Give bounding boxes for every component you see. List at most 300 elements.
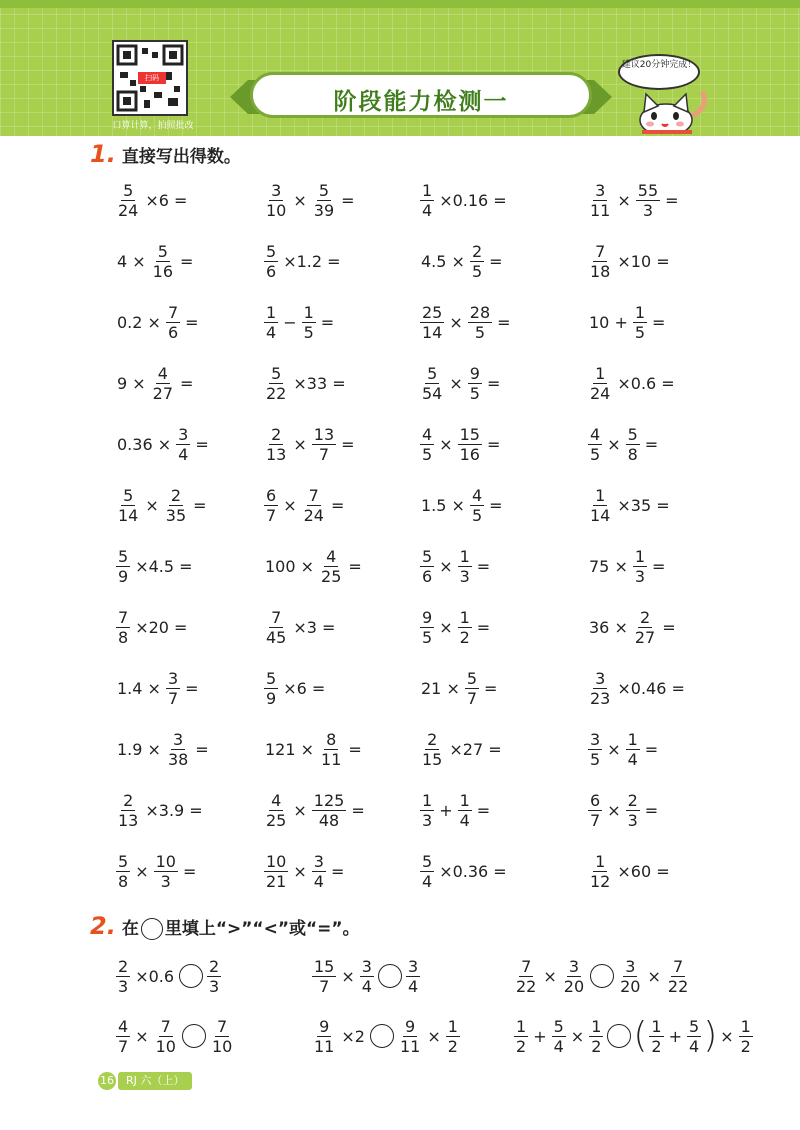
denominator: 5 (303, 322, 314, 342)
qr-red-tag: 扫码 (138, 72, 166, 84)
qr-caption: 口算计算，拍照批改 (112, 121, 194, 131)
denominator: 2 (740, 1036, 751, 1056)
fraction (626, 425, 640, 464)
operator-text: × (427, 1026, 441, 1046)
denominator: 3 (118, 976, 129, 996)
denominator: 4 (178, 444, 189, 464)
denominator: 4 (422, 871, 433, 891)
answer-circle[interactable] (179, 964, 203, 988)
numerator: 7 (308, 485, 319, 505)
operator-text: 1.5 × (421, 495, 465, 515)
problem (418, 298, 514, 346)
numerator: 3 (590, 729, 601, 749)
operator-text: + (668, 1026, 683, 1046)
numerator: 1 (459, 790, 470, 810)
fraction (514, 1017, 528, 1056)
fraction (116, 791, 140, 830)
denominator: 5 (469, 383, 480, 403)
denominator: 14 (590, 505, 611, 525)
problem (262, 786, 368, 834)
fraction (164, 486, 188, 525)
answer-circle[interactable] (590, 964, 614, 988)
problem (262, 847, 347, 895)
denominator: 24 (118, 200, 139, 220)
operator-text: = (180, 373, 194, 393)
fraction (319, 730, 343, 769)
operator-text: + (533, 1026, 547, 1046)
speech-bubble: 建议20分钟完成！ (618, 54, 700, 90)
problem (418, 786, 493, 834)
denominator: 5 (422, 627, 433, 647)
problem (262, 359, 349, 407)
denominator: 22 (667, 976, 689, 996)
operator-text: 121 × (265, 739, 315, 759)
denominator: 7 (590, 810, 601, 830)
operator-text: 9 × (117, 373, 146, 393)
operator-text: × (607, 800, 621, 820)
fraction (420, 425, 434, 464)
problem (586, 542, 668, 590)
operator-text: ×60 = (617, 861, 670, 881)
operator-text: = (486, 434, 501, 454)
answer-circle[interactable] (370, 1024, 394, 1048)
fraction (116, 957, 130, 996)
denominator: 5 (471, 261, 483, 281)
operator-text: = (185, 312, 199, 332)
denominator: 13 (266, 444, 287, 464)
problem (262, 420, 358, 468)
operator-text: 0.36 × (117, 434, 172, 454)
numerator: 1 (595, 485, 606, 505)
denominator: 9 (266, 688, 277, 708)
denominator: 3 (209, 976, 220, 996)
operator-text: × (293, 800, 307, 820)
fraction (465, 669, 479, 708)
denominator: 5 (471, 505, 483, 525)
operator-text: × (293, 861, 307, 881)
fraction (166, 669, 180, 708)
fraction (626, 730, 640, 769)
fraction (633, 303, 647, 342)
numerator: 4 (271, 790, 282, 810)
problem (418, 725, 505, 773)
operator-text: ×3.9 = (145, 800, 203, 820)
operator-text: ×3 = (293, 617, 336, 637)
fraction (264, 608, 288, 647)
denominator: 7 (319, 976, 330, 996)
numerator: 2 (209, 956, 220, 976)
fraction (618, 957, 642, 996)
numerator: 1 (266, 302, 277, 322)
fraction (420, 364, 444, 403)
denominator: 4 (266, 322, 277, 342)
denominator: 16 (152, 261, 174, 281)
operator-text: ×10 = (617, 251, 670, 271)
operator-text: × (720, 1026, 734, 1046)
fraction (633, 608, 657, 647)
denominator: 35 (165, 505, 187, 525)
operator-text: = (652, 312, 666, 332)
denominator: 7 (118, 1036, 129, 1056)
numerator: 3 (313, 851, 324, 871)
operator-text: = (351, 800, 365, 820)
problem (114, 237, 196, 285)
denominator: 38 (167, 749, 189, 769)
fraction (588, 791, 602, 830)
denominator: 4 (689, 1036, 700, 1056)
numerator: 1 (303, 302, 314, 322)
numerator: 1 (447, 1016, 458, 1036)
numerator: 4 (590, 424, 601, 444)
numerator: 15 (459, 424, 480, 444)
problem (262, 237, 344, 285)
problem (512, 952, 692, 1000)
problem (114, 725, 212, 773)
denominator: 10 (211, 1036, 233, 1056)
numerator: 1 (651, 1016, 662, 1036)
denominator: 24 (590, 383, 611, 403)
numerator: 28 (469, 302, 491, 322)
numerator: 7 (118, 607, 129, 627)
numerator: 4 (422, 424, 433, 444)
fraction (446, 1017, 460, 1056)
fraction (264, 425, 288, 464)
compare-circle-icon (141, 918, 163, 940)
numerator: 5 (266, 668, 277, 688)
denominator: 5 (590, 444, 601, 464)
operator-text: × (293, 434, 307, 454)
problem (114, 1012, 236, 1060)
operator-text: 0.2 × (117, 312, 161, 332)
operator-text: × (607, 739, 621, 759)
denominator: 10 (266, 200, 287, 220)
operator-text: = (182, 861, 197, 881)
operator-text: = (497, 312, 511, 332)
operator-text: ×0.36 = (439, 861, 507, 881)
operator-text: = (476, 617, 491, 637)
denominator: 4 (627, 749, 638, 769)
denominator: 14 (118, 505, 139, 525)
problem (114, 298, 202, 346)
numerator: 4 (118, 1016, 129, 1036)
numerator: 5 (123, 180, 134, 200)
fraction (116, 1017, 130, 1056)
fraction (207, 957, 221, 996)
fraction (470, 242, 484, 281)
denominator: 27 (634, 627, 656, 647)
denominator: 7 (318, 444, 330, 464)
problem (586, 664, 688, 712)
numerator: 5 (318, 180, 330, 200)
problem (310, 952, 422, 1000)
denominator: 16 (459, 444, 480, 464)
fraction (312, 181, 336, 220)
fraction (312, 852, 326, 891)
denominator: 23 (590, 688, 611, 708)
problem (262, 176, 358, 224)
fraction (116, 181, 140, 220)
fraction (406, 957, 420, 996)
operator-text: = (665, 190, 679, 210)
denominator: 11 (314, 1036, 335, 1056)
operator-text: = (644, 800, 659, 820)
operator-text: = (476, 556, 491, 576)
problem (418, 542, 493, 590)
numerator: 7 (160, 1016, 171, 1036)
numerator: 5 (627, 424, 638, 444)
denominator: 11 (399, 1036, 421, 1056)
problem (114, 542, 196, 590)
numerator: 5 (466, 668, 478, 688)
problem (114, 847, 199, 895)
denominator: 15 (422, 749, 443, 769)
numerator: 7 (217, 1016, 228, 1036)
operator-text: × (543, 966, 557, 986)
denominator: 2 (459, 627, 470, 647)
numerator: 9 (469, 363, 480, 383)
numerator: 5 (689, 1016, 700, 1036)
operator-text: = (330, 861, 345, 881)
fraction (116, 852, 130, 891)
operator-text: = (330, 495, 345, 515)
numerator: 2 (123, 790, 134, 810)
numerator: 1 (595, 363, 606, 383)
fraction (264, 364, 288, 403)
fraction (589, 1017, 603, 1056)
problem (262, 481, 347, 529)
problem (262, 664, 328, 712)
numerator: 1 (634, 302, 646, 322)
denominator: 13 (118, 810, 139, 830)
denominator: 20 (563, 976, 585, 996)
page-title: 阶段能力检测一 (333, 89, 509, 115)
numerator: 5 (422, 546, 433, 566)
fraction (588, 364, 612, 403)
denominator: 7 (167, 688, 179, 708)
operator-text: = (341, 434, 355, 454)
operator-text: × (145, 495, 159, 515)
problem (114, 420, 212, 468)
problem (586, 420, 661, 468)
operator-text: ×0.16 = (439, 190, 507, 210)
denominator: 12 (590, 871, 611, 891)
operator-text: × (135, 1026, 149, 1046)
denominator: 3 (459, 566, 470, 586)
problem (418, 603, 493, 651)
fraction (626, 791, 640, 830)
numerator: 1 (459, 546, 470, 566)
fraction (458, 425, 482, 464)
denominator: 8 (118, 627, 129, 647)
operator-text: × (570, 1026, 585, 1046)
numerator: 5 (118, 851, 129, 871)
numerator: 7 (521, 956, 532, 976)
denominator: 2 (516, 1036, 527, 1056)
problem (586, 847, 673, 895)
page-number: 16 (98, 1072, 116, 1090)
numerator: 5 (553, 1016, 564, 1036)
fraction (562, 957, 586, 996)
problem (512, 1012, 755, 1060)
fraction (420, 730, 444, 769)
fraction (312, 791, 347, 830)
numerator: 7 (167, 302, 179, 322)
answer-circle[interactable] (182, 1024, 206, 1048)
operator-text: = (348, 556, 362, 576)
operator-text: = (320, 312, 335, 332)
numerator: 6 (590, 790, 601, 810)
fraction (302, 486, 326, 525)
denominator: 2 (447, 1036, 458, 1056)
numerator: 2 (170, 485, 182, 505)
fraction (470, 486, 484, 525)
fraction (420, 852, 434, 891)
denominator: 25 (266, 810, 287, 830)
section-2-title-pre: 在 (121, 919, 139, 939)
operator-text: ×20 = (135, 617, 188, 637)
fraction (420, 181, 434, 220)
operator-text: ×6 = (145, 190, 188, 210)
numerator: 2 (427, 729, 438, 749)
operator-text: 75 × (589, 556, 628, 576)
denominator: 22 (516, 976, 537, 996)
header-top-strip (0, 0, 800, 8)
problem (586, 603, 679, 651)
numerator: 3 (595, 180, 606, 200)
operator-text: = (180, 251, 194, 271)
denominator: 8 (627, 444, 638, 464)
denominator: 5 (422, 444, 433, 464)
operator-text: × (439, 556, 453, 576)
section-1-title: 直接写出得数。 (121, 147, 241, 167)
denominator: 22 (266, 383, 287, 403)
operator-text: = (484, 678, 498, 698)
edition-tag: RJ 六（上） (118, 1072, 192, 1090)
operator-text: ×0.6 (135, 966, 175, 986)
operator-text: = (652, 556, 666, 576)
fraction (458, 608, 472, 647)
fraction (116, 547, 130, 586)
problem (586, 725, 661, 773)
denominator: 4 (407, 976, 419, 996)
operator-text: = (476, 800, 491, 820)
problem (586, 237, 673, 285)
operator-text: 36 × (589, 617, 628, 637)
fraction (588, 425, 602, 464)
problem (418, 664, 500, 712)
operator-text: = (486, 373, 501, 393)
denominator: 5 (634, 322, 646, 342)
operator-text: 4 × (117, 251, 146, 271)
title-ribbon (240, 72, 602, 122)
operator-text: ×4.5 = (135, 556, 193, 576)
operator-text: = (195, 739, 209, 759)
numerator: 5 (157, 241, 168, 261)
operator-text: 1.4 × (117, 678, 161, 698)
numerator: 7 (595, 241, 606, 261)
operator-text: = (489, 495, 503, 515)
numerator: 1 (422, 790, 433, 810)
fraction (458, 791, 472, 830)
numerator: 5 (271, 363, 282, 383)
numerator: 4 (157, 363, 168, 383)
numerator: 3 (361, 956, 372, 976)
fraction (739, 1017, 753, 1056)
fraction (420, 303, 444, 342)
fraction (154, 1017, 178, 1056)
numerator: 5 (422, 851, 433, 871)
denominator: 3 (627, 810, 638, 830)
fraction (151, 242, 175, 281)
problem (262, 542, 365, 590)
fraction (398, 1017, 422, 1056)
qr-code-icon[interactable] (112, 40, 188, 116)
numerator: 3 (407, 956, 419, 976)
denominator: 6 (167, 322, 179, 342)
numerator: 7 (271, 607, 282, 627)
operator-text: ×0.46 = (617, 678, 685, 698)
denominator: 48 (318, 810, 340, 830)
fraction (264, 242, 278, 281)
problem (262, 298, 337, 346)
fraction (468, 364, 482, 403)
operator-text: × (283, 495, 297, 515)
numerator: 13 (313, 424, 335, 444)
denominator: 4 (313, 871, 324, 891)
fraction (264, 669, 278, 708)
operator-text: ×35 = (617, 495, 670, 515)
numerator: 10 (266, 851, 287, 871)
fraction (666, 957, 690, 996)
numerator: 9 (405, 1016, 416, 1036)
operator-text: × (341, 966, 355, 986)
problem (114, 481, 210, 529)
answer-circle[interactable] (378, 964, 402, 988)
fraction (264, 303, 278, 342)
fraction (302, 303, 316, 342)
fraction (176, 425, 190, 464)
header-band (0, 0, 800, 136)
operator-text: = (193, 495, 207, 515)
fraction (264, 852, 288, 891)
numerator: 1 (591, 1016, 602, 1036)
answer-circle[interactable] (607, 1024, 631, 1048)
denominator: 11 (590, 200, 611, 220)
fraction (588, 730, 602, 769)
operator-text: × (449, 373, 463, 393)
fraction (210, 1017, 234, 1056)
problem (114, 176, 190, 224)
numerator: 3 (167, 668, 179, 688)
fraction (116, 486, 140, 525)
fraction (420, 791, 434, 830)
denominator: 27 (152, 383, 174, 403)
denominator: 2 (651, 1036, 662, 1056)
operator-text: 21 × (421, 678, 460, 698)
operator-text: 100 × (265, 556, 315, 576)
problem (114, 952, 223, 1000)
fraction (633, 547, 647, 586)
denominator: 7 (466, 688, 478, 708)
fraction (588, 669, 612, 708)
fraction (312, 957, 336, 996)
problem (586, 786, 661, 834)
cat-mascot-icon (632, 86, 712, 134)
fraction (319, 547, 343, 586)
fraction (166, 303, 180, 342)
operator-text: = (489, 251, 503, 271)
numerator: 7 (672, 956, 684, 976)
